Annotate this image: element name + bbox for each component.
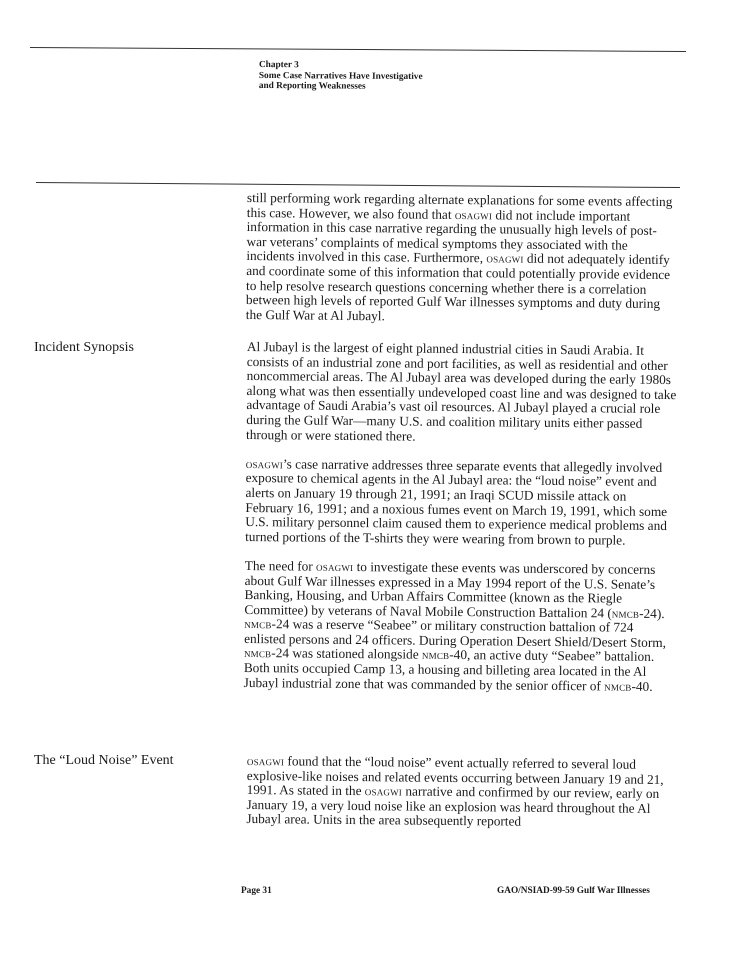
acronym-osagwi: osagwi: [246, 754, 285, 769]
header-rule: [30, 47, 686, 52]
chapter-label: Chapter 3: [258, 60, 299, 71]
paragraph: still performing work regarding alternate explanations for some events affecting this case. However, we also found that osagwi did not include important information in this case narrative regarding the unusually high levels of post-war veterans’ complaints of medical symptoms they associated with the incidents involved in this case. Furthermore, osagwi did not adequately identify and coordinate some of this information that could potentially provide evidence to help resolve research questions concerning whether there is a correlation between high levels of reported Gulf War illnesses symptoms and duty during the Gulf War at Al Jubayl.: [245, 190, 673, 324]
continuation-text: [246, 191, 677, 341]
paragraph: osagwi’s case narrative addresses three separate events that allegedly involved exposure to chemical agents in the Al Jubayl area: the “loud noise” event and alerts on January 19 through 21, 1991; an Iraqi SCUD missile attack on February 16, 1991; and a noxious fumes event on March 19, 1991, which some U.S. military personnel claim caused them to experience medical problems and turned portions of the T-shirts they were wearing from brown to purple.: [245, 456, 668, 548]
acronym-nmcb: nmcb: [611, 606, 640, 621]
acronym-osagwi: osagwi: [364, 784, 403, 799]
acronym-osagwi: osagwi: [486, 251, 524, 267]
side-heading-loud-noise: The “Loud Noise” Event: [34, 753, 174, 768]
paragraph: osagwi found that the “loud noise” event actually referred to several loud explosive-like noises and related events occurring between January 19 and 21, 1991. As stated in the osagwi narrative and confirmed by our review, early on January 19, a very loud noise like an explosion was heard throughout the Al Jubayl area. Units in the area subsequently reported: [246, 753, 664, 830]
document-id: GAO/NSIAD-99-59 Gulf War Illnesses: [497, 886, 650, 896]
running-header: [259, 60, 423, 92]
paragraph: The need for osagwi to investigate these events was underscored by concerns about Gulf War illnesses expressed in a May 1994 report of the U.S. Senate’s Banking, Housing, and Urban Affairs Committee (known as the Riegle Committee) by veterans of Naval Mobile Construction Battalion 24 (nmcb-24). nmcb-24 was a reserve “Seabee” or military construction battalion of 724 enlisted persons and 24 officers. During Operation Desert Shield/Desert Storm, nmcb-24 was stationed alongside nmcb-40, an active duty “Seabee” battalion. Both units occupied Camp 13, a housing and billeting area located in the Al Jubayl industrial zone that was commanded by the senior officer of nmcb-40.: [243, 557, 667, 694]
chapter-title-line1: Some Case Narratives Have Investigative: [258, 70, 423, 82]
acronym-nmcb: nmcb: [604, 679, 632, 694]
section-rule: [36, 182, 680, 188]
chapter-title-line2: and Reporting Weaknesses: [258, 80, 366, 92]
acronym-nmcb: nmcb: [244, 617, 272, 632]
acronym-osagwi: osagwi: [245, 456, 284, 472]
acronym-nmcb: nmcb: [421, 648, 450, 663]
acronym-osagwi: osagwi: [454, 207, 493, 222]
incident-synopsis-text: [243, 340, 676, 709]
acronym-osagwi: osagwi: [316, 559, 354, 574]
side-heading-incident-synopsis: Incident Synopsis: [34, 340, 134, 355]
loud-noise-text: [246, 754, 677, 846]
page-number: Page 31: [241, 886, 272, 896]
acronym-nmcb: nmcb: [243, 646, 272, 661]
paragraph: Al Jubayl is the largest of eight planned industrial cities in Saudi Arabia. It consists of an industrial zone and port facilities, as well as residential and other noncommercial areas. The Al Jubayl area was developed during the early 1980s along what was then essentially undeveloped coast line and was designed to take advantage of Saudi Arabia’s vast oil resources. Al Jubayl played a crucial role during the Gulf War—many U.S. and coalition military units either passed through or were stationed there.: [246, 339, 677, 444]
